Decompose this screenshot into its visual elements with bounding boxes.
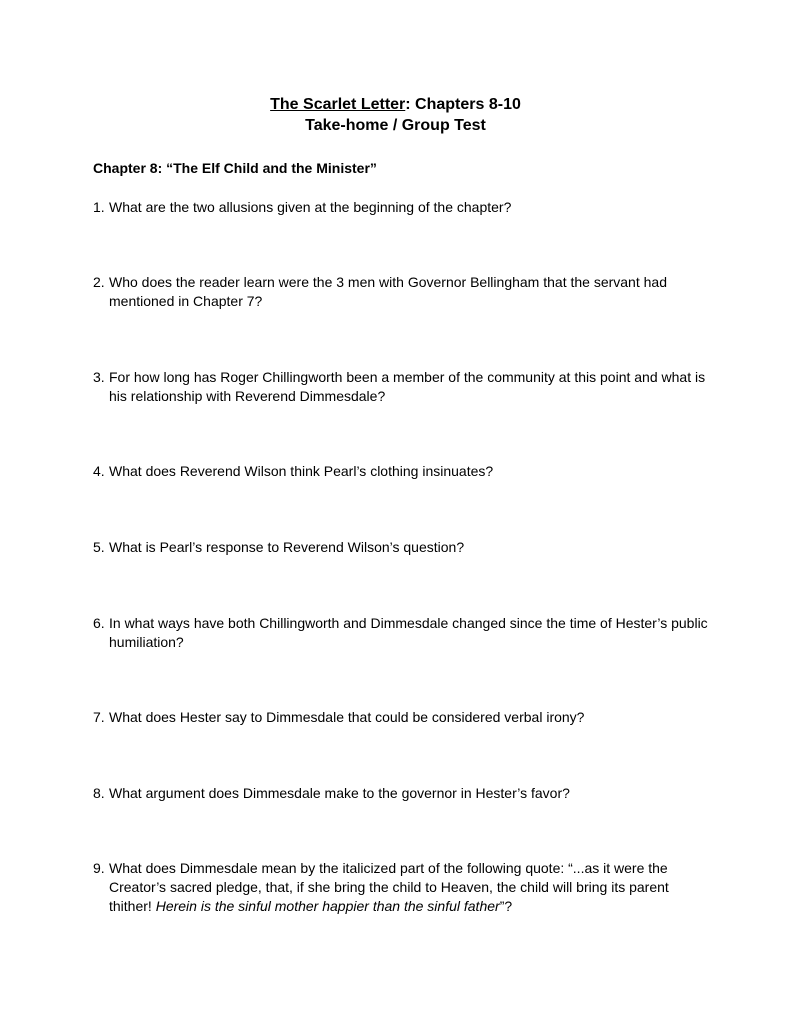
quote-text-end: ”? xyxy=(499,898,513,914)
title-chapters: : Chapters 8-10 xyxy=(405,96,521,113)
question-text xyxy=(109,859,713,916)
document-subtitle: Take-home / Group Test xyxy=(305,117,486,134)
question-text: What does Reverend Wilson think Pearl’s clothing insinuates? xyxy=(109,463,494,479)
question-5 xyxy=(93,538,713,557)
question-2 xyxy=(93,273,713,311)
question-number: 6. xyxy=(93,615,105,631)
question-3 xyxy=(93,368,713,406)
chapter-heading: Chapter 8: “The Elf Child and the Minister” xyxy=(93,160,377,176)
question-text: What argument does Dimmesdale make to the governor in Hester’s favor? xyxy=(109,785,570,801)
quote-text-start: What does Dimmesdale mean by the italicized part of the following quote: “...as it were the Creator’s sacred pledge, that, if she bring the child to Heaven, the child will bring its parent thither! xyxy=(109,860,669,914)
question-text: What are the two allusions given at the beginning of the chapter? xyxy=(109,199,512,215)
question-number: 3. xyxy=(93,369,105,385)
question-9 xyxy=(93,859,713,916)
document-title xyxy=(0,94,791,136)
question-number: 5. xyxy=(93,539,105,555)
question-4 xyxy=(93,462,713,481)
question-number: 4. xyxy=(93,463,105,479)
book-title: The Scarlet Letter xyxy=(270,96,406,113)
title-line xyxy=(0,94,791,115)
question-number: 8. xyxy=(93,785,105,801)
question-text: For how long has Roger Chillingworth been a member of the community at this point and what is his relationship with Reverend Dimmesdale? xyxy=(109,369,706,404)
question-7 xyxy=(93,708,713,727)
question-text: Who does the reader learn were the 3 men with Governor Bellingham that the servant had mentioned in Chapter 7? xyxy=(109,274,667,309)
quote-italic-text: Herein is the sinful mother happier than the sinful father xyxy=(155,898,500,914)
question-8 xyxy=(93,784,713,803)
question-6 xyxy=(93,614,713,652)
question-number: 7. xyxy=(93,709,105,725)
question-text: In what ways have both Chillingworth and Dimmesdale changed since the time of Hester’s public humiliation? xyxy=(109,615,708,650)
question-text: What does Hester say to Dimmesdale that could be considered verbal irony? xyxy=(109,709,585,725)
question-number: 2. xyxy=(93,274,105,290)
question-number: 9. xyxy=(93,860,105,876)
question-text: What is Pearl’s response to Reverend Wilson’s question? xyxy=(109,539,465,555)
question-1 xyxy=(93,198,713,217)
question-number: 1. xyxy=(93,199,105,215)
